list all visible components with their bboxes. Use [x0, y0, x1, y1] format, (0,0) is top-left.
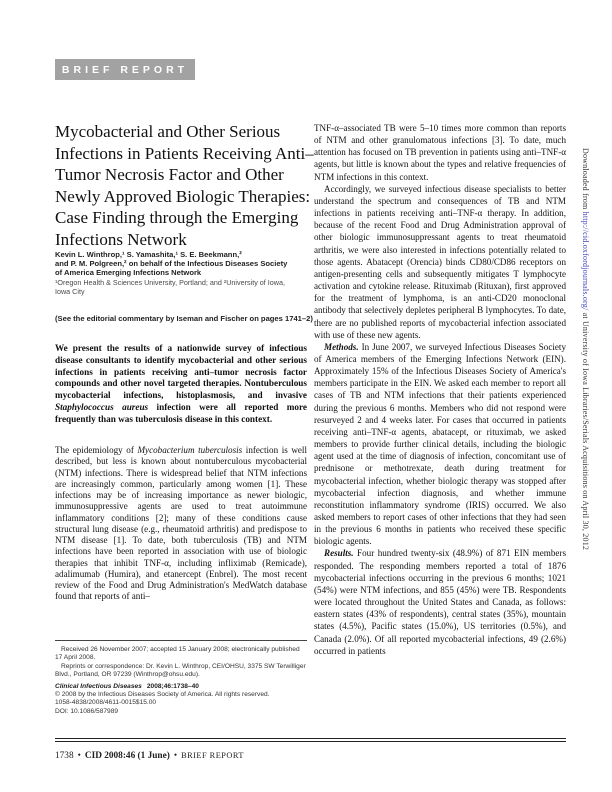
footnote-divider [55, 640, 307, 641]
abstract-text: We present the results of a nationwide survey of infectious disease consultants to identify mycobacterial and other serious infections in patients receiving anti–tumor necrosis factor compounds and other novel targeted therapies. Nontuberculous mycobacterial infections, histoplasmosis, and invasive [55, 343, 307, 401]
paragraph: Accordingly, we surveyed infectious disease specialists to better understand the spectrum and consequences of TB and NTM infections in patients receiving anti–TNF-α therapy. In addition, because of the recent Food and Drug Administration approval of other biologic immunosuppressant agents to treat rheumatoid arthritis, we were also interested in infections potentially related to those agents. Abatacept (Orencia) binds CD80/CD86 receptors on antigen-presenting cells and subsequently mitigates T lymphocyte activation and cytokine release. Rituximab (Rituxan), first approved for the treatment of lymphoma, is an anti-CD20 monoclonal antibody that selectively depletes peripheral B lymphocytes. To date, there are no published reports of mycobacterial infection associated with use of these new agents. [314, 183, 566, 340]
affiliations [55, 279, 317, 297]
abstract [55, 343, 307, 426]
affiliation-line: ¹Oregon Health & Sciences University, Portland; and ²University of Iowa, [55, 278, 285, 287]
journal-volume-pages: 2008;46:1738–40 [146, 682, 199, 690]
footer-citation: CID 2008:46 (1 June) [84, 751, 170, 761]
abstract-text: infection were all reported more frequently than was tuberculosis disease in this context. [55, 401, 307, 424]
received-note: Received 26 November 2007; accepted 15 January 2008; electronically published 17 April 2008. [55, 646, 300, 662]
title-line: Infections in Patients Receiving Anti– [55, 143, 314, 163]
journal-citation [55, 683, 307, 691]
footer-divider [55, 738, 566, 742]
title-line: Case Finding through the Emerging [55, 208, 299, 228]
author-line: Kevin L. Winthrop,¹ S. Yamashita,¹ S. E. Beekmann,² [55, 250, 242, 259]
copyright-note: © 2008 by the Infectious Diseases Society of America. All rights reserved. [55, 691, 270, 699]
results-paragraph [314, 547, 566, 656]
title-line: Tumor Necrosis Factor and Other [55, 165, 284, 185]
editorial-commentary-note: (See the editorial commentary by Iseman and Fischer on pages 1741–2) [55, 314, 313, 323]
section-banner-label: BRIEF REPORT [61, 63, 189, 76]
paragraph-continuation: TNF-α–associated TB were 5–10 times more common than reports of NTM and other granulomatous infections [3]. To date, much attention has focused on TB prevention in patients using anti–TNF-α agents, but little is known about the types and relative frequencies of NTM infections in this context. [314, 123, 566, 182]
author-list [55, 250, 317, 278]
title-line: Infections Network [55, 229, 187, 249]
download-watermark [581, 148, 590, 648]
page-footer [55, 751, 566, 761]
watermark-text: at University of Iowa Libraries/Serials Acquisitions on April 30, 2012 [581, 310, 590, 551]
reprints-note: Reprints or correspondence: Dr. Kevin L. Winthrop, CEI/OHSU, 3375 SW Terwilliger Blvd., Portland, OR 97239 (Winthrop@ohsu.edu). [55, 662, 306, 679]
footnote-block [55, 646, 307, 716]
author-line: and P. M. Polgreen,² on behalf of the Infectious Diseases Society [55, 259, 288, 269]
right-column-body [314, 122, 566, 657]
footer-separator: • [173, 751, 178, 761]
species-name: Mycobacterium tuberculosis [137, 445, 243, 455]
issn-code: 1058-4838/2008/4611-0015$15.00 [55, 699, 157, 707]
body-text: The epidemiology of [55, 445, 138, 455]
article-title [55, 121, 317, 251]
body-text: Four hundred twenty-six (48.9%) of 871 EIN members responded. The responding members reported a total of 1876 mycobacterial infections occurring in the previous 6 months; 1021 (54%) were NTM infections, and 855 (45%) were TB. Respondents were located throughout the United States and Canada, as follows: eastern states (43% of respondents), central states (35%), mountain states (4.5%), Pacific states (15.0%), US territories (0.5%), and Canada (2.0%). Of all reported mycobacterial infections, 49 (2.6%) occurred in patients [314, 548, 566, 656]
author-line: of America Emerging Infections Network [55, 268, 202, 278]
body-text: In June 2007, we surveyed Infectious Diseases Society of America members of the Emerging Infections Network (EIN). Approximately 15% of the Infectious Diseases Society of America's members participate in the EIN. We asked each member to report all cases of TB and NTM infections that their patients experienced during the previous 6 months. Members who did not respond were resurveyed 2 and 4 weeks later. For cases that occurred in patients receiving anti–TNF-α agents, abatacept, or rituximab, we asked members to provide further clinical details, including the biologic agent used at the time of diagnosis of infection, concomitant use of prednisone or methotrexate, death during treatment for mycobacterial infection, whether biologic therapy was stopped after mycobacterial infection diagnosis, and whether immune reconstitution inflammatory syndrome (IRIS) occurred. We also asked members to report cases of other infections that they had seen in the previous 6 months in patients who received these specific biologic agents. [314, 341, 566, 547]
results-heading: Results. [324, 548, 354, 559]
footer-section-label: BRIEF REPORT [181, 751, 244, 760]
journal-url-link[interactable]: http://cid.oxfordjournals.org/ [581, 211, 590, 311]
methods-heading: Methods. [324, 341, 359, 352]
footer-separator: • [77, 751, 81, 761]
journal-name: Clinical Infectious Diseases [55, 682, 142, 690]
methods-paragraph [314, 341, 566, 548]
title-line: Mycobacterial and Other Serious [55, 122, 281, 141]
page-number: 1738 [55, 751, 74, 761]
species-name: Staphylococcus aureus [55, 401, 149, 412]
watermark-text: Downloaded from [581, 148, 590, 212]
section-banner [55, 59, 195, 80]
title-line: Newly Approved Biologic Therapies: [55, 186, 311, 206]
left-column-body [55, 445, 307, 603]
body-text: infection is well described, but less is known about nontuberculous mycobacterial (NTM) infections. There is widespread belief that NTM infections are increasingly common, particularly among women [1]. These infections may be of increasing importance as newer biologic, immunosuppressive agents are used to treat autoimmune inflammatory conditions [2]; many of these conditions cause structural lung disease (e.g., rheumatoid arthritis) and predispose to NTM disease [1]. To date, both tuberculosis (TB) and NTM infections have been reported in association with use of biologic therapies that inhibit TNF-α, including infliximab (Remicade), adalimumab (Humira), and etanercept (Enbrel). The most recent review of the Food and Drug Administration's MedWatch database found that reports of anti– [55, 445, 307, 602]
affiliation-line: Iowa City [55, 286, 85, 296]
doi: DOI: 10.1086/587989 [55, 707, 119, 715]
